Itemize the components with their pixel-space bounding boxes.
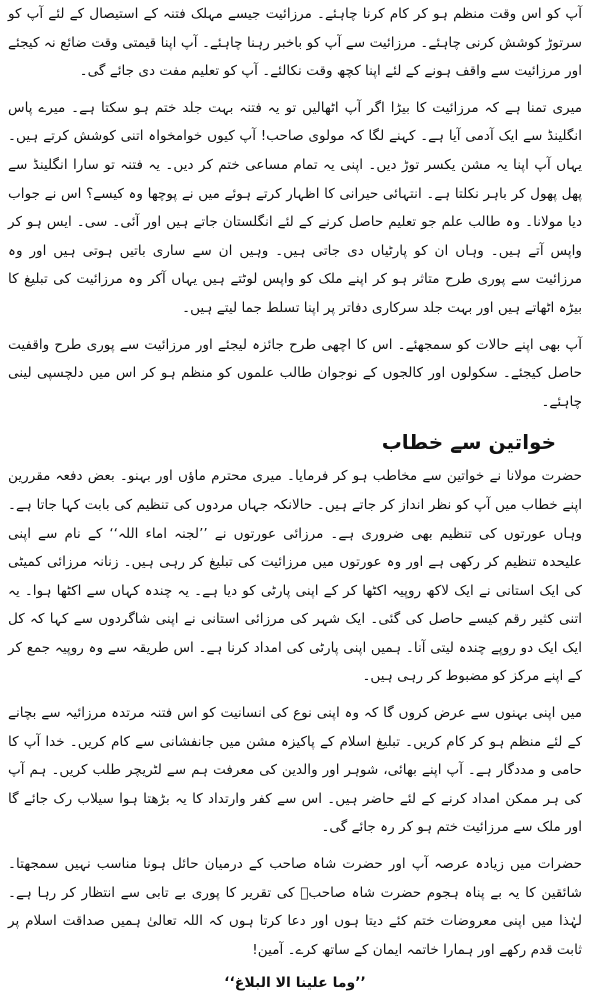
closing-phrase: ’’وما علینا الا البلاغ‘‘ [224,975,366,992]
paragraph-students: آپ بھی اپنے حالات کو سمجھئے۔ اس کا اچھی طرح جائزہ لیجئے اور مرزائیت سے پوری طرح واقفیت حاصل کیجئے۔ سکولوں اور کالجوں کے نوجوان طالب علموں کو منظم ہو کر اس میں دلچسپی لینی چاہئے۔ [8,336,582,410]
paragraph-closing-prayer: حضرات میں زیادہ عرصہ آپ اور حضرت شاہ صاحب کے درمیان حائل ہونا مناسب نہیں سمجھتا۔ شائقین کا یہ بے پناہ ہجوم حضرت شاہ صاحبؒ کی تقریر کا پوری بے تابی سے انتظار کر رہا ہے۔ لہٰذا میں اپنی معروضات ختم کئے دیتا ہوں اور دعا کرتا ہوں کہ اللہ تعالیٰ ہمیں صداقت اسلام پر ثابت قدم رکھے اور ہمارا خاتمہ ایمان کے ساتھ کرے۔ آمین! [8,856,582,958]
paragraph-england-story: میری تمنا ہے کہ مرزائیت کا بیڑا اگر آپ اٹھالیں تو یہ فتنہ بہت جلد ختم ہو سکتا ہے۔ میرے پاس انگلینڈ سے ایک آدمی آیا ہے۔ کہنے لگا کہ مولوی صاحب! آپ کیوں خوامخواہ اتنی کوشش کرتے ہیں۔ یہاں آپ اپنا یہ مشن یکسر توڑ دیں۔ اپنی یہ تمام مساعی ختم کر دیں۔ یہ فتنہ تو سارا انگلینڈ سے پھل پھول کر باہر نکلتا ہے۔ انتہائی حیرانی کا اظہار کرتے ہوئے میں نے پوچھا وہ کیسے؟ اس نے جواب دیا مولانا۔ وہ طالب علم جو تعلیم حاصل کرنے کے لئے انگلستان جاتے ہیں اور آئی۔ سی۔ ایس ہو کر واپس آتے ہیں۔ وہاں ان کو پارٹیاں دی جاتی ہیں۔ وہیں ان سے ساری باتیں ہوتی ہیں اور وہ مرزائیت سے پوری طرح متاثر ہو کر اپنے ملک کو واپس لوٹتے ہیں یہاں آکر وہ مرزائیت کی تبلیغ کا بیڑہ اٹھاتے ہیں اور بہت جلد سرکاری دفاتر پر اپنا تسلط جما لیتے ہیں۔ [8,99,582,316]
paragraph-organize: آپ کو اس وقت منظم ہو کر کام کرنا چاہئے۔ مرزائیت جیسے مہلک فتنہ کے استیصال کے لئے آپ کو سرتوڑ کوشش کرنی چاہئے۔ مرزائیت سے آپ کو باخبر رہنا چاہئے۔ آپ اپنا قیمتی وقت ضائع نہ کیجئے اور مرزائیت سے واقف ہونے کے لئے اپنا کچھ وقت نکالئے۔ آپ کو تعلیم مفت دی جائے گی۔ [8,6,582,80]
section-heading: خواتین سے خطاب [381,430,556,455]
paragraph-women-address: حضرت مولانا نے خواتین سے مخاطب ہو کر فرمایا۔ میری محترم ماؤں اور بہنو۔ بعض دفعہ مقررین اپنے خطاب میں آپ کو نظر انداز کر جاتے ہیں۔ حالانکہ جہاں مردوں کی تنظیم کی بابت کہا جاتا ہے۔ وہاں عورتوں کی تنظیم بھی ضروری ہے۔ مرزائی عورتوں نے ’’لجنہ اماء اللہ‘‘ کے نام سے اپنی علیحدہ تنظیم کر رکھی ہے اور وہ عورتوں میں مرزائیت کی تبلیغ کر رہی ہیں۔ زنانہ مرزائی کمیٹی کی ایک استانی نے ایک لاکھ روپیہ اکٹھا کر کے اپنی پارٹی کو دیا ہے۔ یہ چندہ کہاں سے اکٹھا ہوا۔ یہ اتنی کثیر رقم کیسے حاصل کی گئی۔ ایک شہر کی مرزائی استانی نے اپنی شاگردوں سے کہا کہ کل ایک ایک دو روپے چندہ لیتی آنا۔ ہمیں اپنی پارٹی کی امداد کرنا ہے۔ اس طریقہ سے وہ روپیہ جمع کر کے اپنے مرکز کو مضبوط کر رہی ہیں۔ [8,468,582,685]
paragraph-sisters-appeal: میں اپنی بہنوں سے عرض کروں گا کہ وہ اپنی نوع کی انسانیت کو اس فتنہ مرتدہ مرزائیہ سے بچانے کے لئے منظم ہو کر کام کریں۔ تبلیغ اسلام کے پاکیزہ مشن میں جانفشانی سے کام کریں۔ خدا آپ کا حامی و مددگار ہے۔ آپ اپنے بھائی، شوہر اور والدین کی معرفت ہم سے لٹریچر طلب کریں۔ ہم آپ کی ہر ممکن امداد کرنے کے لئے حاضر ہیں۔ اس سے کفر وارتداد کا یہ بڑھتا ہوا سیلاب رک جائے گا اور ملک سے مرزائیت ختم ہو کر رہ جائے گی۔ [8,705,582,836]
